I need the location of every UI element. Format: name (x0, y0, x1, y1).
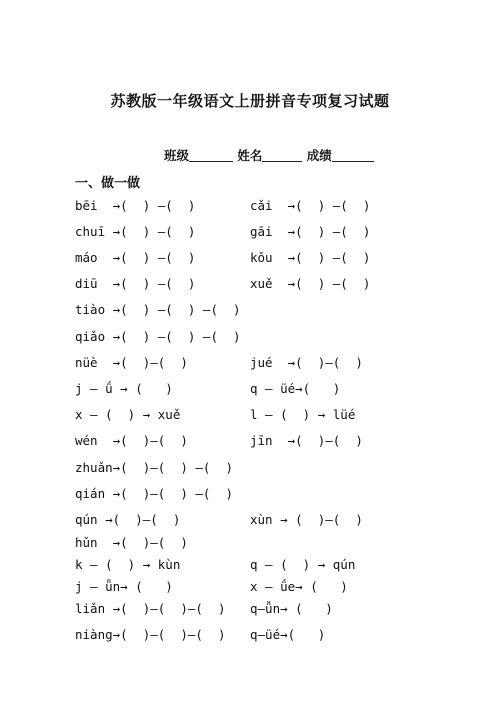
exercise-item[interactable]: qún →( )—( ) (75, 512, 181, 527)
exercise-item[interactable]: jīn →( )—( ) (250, 433, 363, 448)
score-label: 成绩 (306, 148, 332, 163)
exercise-item[interactable]: q—ǚn→ ( ) (250, 601, 333, 616)
exercise-item[interactable]: niàng→( )—( )—( ) (75, 627, 226, 642)
exercise-item[interactable]: chuī →( ) —( ) (75, 224, 196, 239)
exercise-item[interactable]: q—üé→( ) (250, 627, 326, 642)
worksheet-title: 苏教版一年级语文上册拼音专项复习试题 (110, 92, 390, 110)
exercise-item[interactable]: qián →( )—( ) —( ) (75, 486, 234, 501)
exercise-item[interactable]: x — ( ) → xuě (75, 407, 181, 422)
exercise-item[interactable]: diū →( ) —( ) (75, 276, 196, 291)
name-label: 姓名 (237, 148, 263, 163)
exercise-item[interactable]: k — ( ) → kùn (75, 557, 181, 572)
exercise-item[interactable]: cǎi →( ) —( ) (250, 198, 371, 213)
exercise-item[interactable]: nüè →( )—( ) (75, 355, 188, 370)
exercise-item[interactable]: xuě →( ) —( ) (250, 276, 371, 291)
exercise-item[interactable]: máo →( ) —( ) (75, 250, 196, 265)
exercise-item[interactable]: zhuǎn→( )—( ) —( ) (75, 460, 234, 475)
section-heading: 一、做一做 (75, 176, 141, 191)
exercise-item[interactable]: j — ǖn→ ( ) (75, 579, 173, 594)
exercise-item[interactable]: q — ( ) → qún (250, 557, 356, 572)
exercise-item[interactable]: j — ǘ → ( ) (75, 381, 173, 396)
exercise-item[interactable]: kǒu →( ) —( ) (250, 250, 371, 265)
student-info-line (164, 146, 374, 164)
exercise-item[interactable]: gāi →( ) —( ) (250, 224, 371, 239)
exercise-item[interactable]: wén →( )—( ) (75, 433, 188, 448)
exercise-item[interactable]: qiǎo →( ) —( ) —( ) (75, 329, 241, 344)
exercise-item[interactable]: l — ( ) → lüé (250, 407, 356, 422)
exercise-item[interactable]: liǎn →( )—( )—( ) (75, 601, 226, 616)
exercise-item[interactable]: bēi →( ) —( ) (75, 198, 196, 213)
class-label: 班级 (164, 148, 190, 163)
exercise-item[interactable]: jué →( )—( ) (250, 355, 363, 370)
exercise-item[interactable]: hǔn →( )—( ) (75, 535, 188, 550)
exercise-item[interactable]: x — ǘe→ ( ) (250, 579, 348, 594)
exercise-item[interactable]: xùn → ( )—( ) (250, 512, 363, 527)
score-blank[interactable] (332, 148, 374, 162)
exercise-item[interactable]: tiào →( ) —( ) —( ) (75, 302, 241, 317)
exercise-item[interactable]: q — üé→( ) (250, 381, 341, 396)
class-blank[interactable] (189, 148, 233, 162)
name-blank[interactable] (262, 148, 302, 162)
